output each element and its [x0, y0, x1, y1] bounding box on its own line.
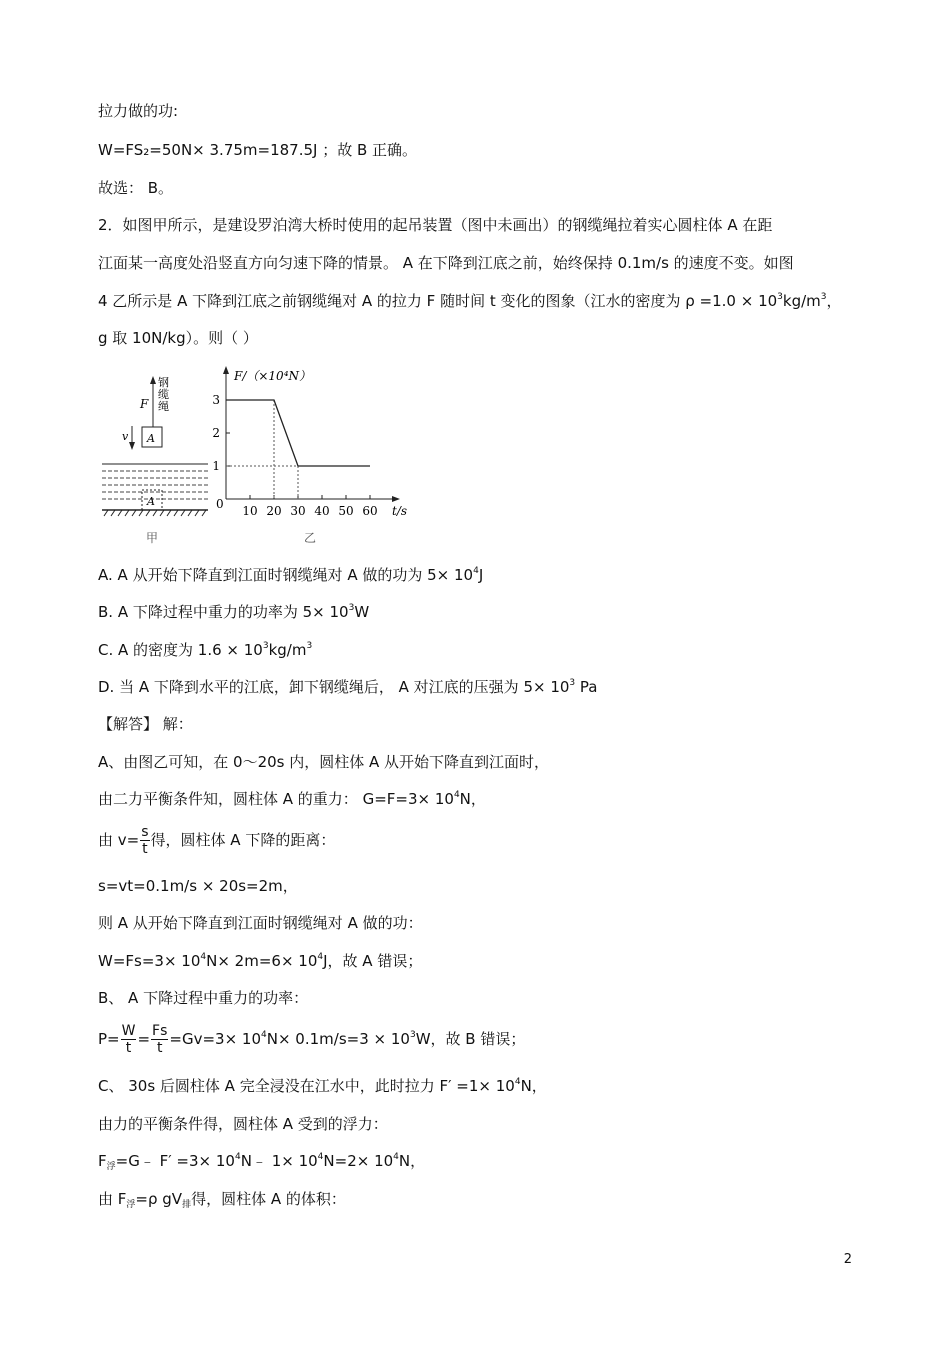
text-span: B. A 下降过程中重力的功率为 5× 10 — [98, 603, 349, 621]
option-a — [98, 565, 483, 588]
text-line — [98, 789, 486, 812]
text-span: kg/m — [268, 641, 307, 659]
text-span: =Gv=3× 10 — [169, 1030, 262, 1048]
y-axis-label: F/（×10⁴N） — [234, 369, 312, 383]
superscript: 3 — [409, 1030, 416, 1040]
velocity-arrowhead — [129, 442, 135, 450]
question-2-line-1: 2．如图甲所示，是建设罗泊湾大桥时使用的起吊装置（图中未画出）的钢缆绳拉着实心圆柱体 A 在距 — [98, 216, 773, 234]
fraction — [151, 1023, 168, 1056]
text-span: N， — [520, 1077, 547, 1095]
denominator: t — [156, 1040, 163, 1056]
text-span: W — [354, 603, 370, 621]
text-span: =ρ gV — [135, 1190, 183, 1208]
text-line: W=FS₂=50N× 3.75m=187.5J ；故 B 正确。 — [98, 141, 418, 159]
question-2-line-3 — [98, 291, 842, 314]
velocity-label: v — [122, 430, 129, 443]
page-number: 2 — [843, 1252, 852, 1267]
text-span: 由 F — [98, 1190, 127, 1208]
text-span: N， — [459, 790, 486, 808]
text-span: 由 v= — [98, 831, 140, 849]
superscript: 4 — [200, 952, 207, 962]
numerator: Fs — [152, 1023, 168, 1039]
text-span: = — [137, 1030, 151, 1048]
text-line: s=vt=0.1m/s × 20s=2m， — [98, 877, 298, 895]
x-tick-label: 50 — [338, 504, 354, 518]
superscript: 3 — [348, 603, 355, 613]
text-span: N=2× 10 — [323, 1152, 394, 1170]
text-span: 得，圆柱体 A 的体积： — [191, 1190, 346, 1208]
question-2-line-4: g 取 10N/kg）。则（ ） — [98, 329, 258, 347]
text-span: P= — [98, 1030, 120, 1048]
text-line — [98, 951, 422, 974]
superscript: 3 — [820, 292, 827, 302]
block-a-bottom-label: A — [147, 495, 155, 508]
superscript: 3 — [777, 292, 783, 302]
text-line — [98, 824, 335, 857]
figure — [96, 362, 426, 548]
x-tick-label: 20 — [266, 504, 282, 518]
jia-label: 甲 — [146, 531, 159, 545]
text-line: 则 A 从开始下降直到江面时钢缆绳对 A 做的功： — [98, 914, 423, 932]
superscript: 4 — [234, 1152, 241, 1162]
block-a-label: A — [147, 432, 155, 445]
rope-label: 钢缆绳 — [158, 376, 169, 413]
text-span: kg/m — [782, 292, 821, 310]
text-span: J，故 A 错误； — [323, 952, 423, 970]
text-span: D. 当 A 下降到水平的江底，卸下钢缆绳后， A 对江底的压强为 5× 10 — [98, 678, 570, 696]
denominator: t — [125, 1040, 132, 1056]
riverbed-hatching — [104, 510, 206, 516]
y-tick-label: 1 — [212, 459, 220, 473]
text-span: N， — [398, 1152, 426, 1170]
yi-label: 乙 — [304, 531, 317, 545]
x-tick-label: 40 — [314, 504, 330, 518]
text-span: Pa — [575, 678, 598, 696]
text-span: C、 30s 后圆柱体 A 完全浸没在江水中，此时拉力 F′ =1× 10 — [98, 1077, 515, 1095]
text-span: A. A 从开始下降直到江面时钢缆绳对 A 做的功为 5× 10 — [98, 566, 474, 584]
text-span: 得，圆柱体 A 下降的距离： — [150, 831, 336, 849]
fraction — [121, 1023, 137, 1056]
y-tick-label: 2 — [212, 426, 220, 440]
subscript: 排 — [182, 1200, 192, 1210]
superscript: 4 — [453, 790, 460, 800]
text-span: N× 0.1m/s=3 × 10 — [266, 1030, 410, 1048]
series-line — [226, 400, 370, 466]
text-span: ， — [826, 292, 842, 310]
text-line: B、 A 下降过程中重力的功率： — [98, 989, 309, 1007]
question-2-line-2: 江面某一高度处沿竖直方向匀速下降的情景。 A 在下降到江底之前，始终保持 0.1m/s 的速度不变。如图 — [98, 254, 794, 272]
superscript: 4 — [317, 1152, 324, 1162]
origin-label: 0 — [216, 497, 224, 511]
chart-yi — [212, 366, 407, 545]
superscript: 4 — [317, 952, 324, 962]
diagram-jia — [102, 375, 208, 545]
subscript: 浮 — [126, 1200, 136, 1210]
subscript: 浮 — [106, 1162, 116, 1172]
x-tick-label: 10 — [242, 504, 258, 518]
text-span: W=Fs=3× 10 — [98, 952, 201, 970]
x-tick-label: 30 — [290, 504, 306, 518]
answer-heading: 【解答】 解： — [98, 715, 193, 733]
text-span: 由二力平衡条件知，圆柱体 A 的重力： G=F=3× 10 — [98, 790, 454, 808]
force-label: F — [140, 397, 149, 411]
text-span: W，故 B 错误； — [415, 1030, 526, 1048]
superscript: 3 — [306, 641, 313, 651]
option-b — [98, 602, 369, 625]
text-span: N× 2m=6× 10 — [206, 952, 318, 970]
superscript: 4 — [473, 566, 479, 576]
text-line: 故选： B。 — [98, 179, 174, 197]
superscript: 4 — [393, 1152, 399, 1162]
text-line — [98, 1022, 525, 1059]
text-span: =G﹣ F′ =3× 10 — [115, 1152, 235, 1170]
x-tick-label: 60 — [362, 504, 378, 518]
denominator: t — [142, 841, 148, 857]
text-span: 4 乙所示是 A 下降到江底之前钢缆绳对 A 的拉力 F 随时间 t 变化的图象（江水的密度为 ρ =1.0 × 10 — [98, 292, 778, 310]
superscript: 3 — [569, 678, 576, 688]
text-line — [98, 1189, 346, 1212]
x-axis-label: t/s — [392, 504, 408, 518]
text-line: 拉力做的功: — [98, 102, 179, 120]
numerator: W — [121, 1023, 136, 1039]
text-line — [98, 1151, 425, 1174]
text-line — [98, 1076, 547, 1099]
option-c — [98, 640, 312, 663]
rope-arrowhead — [150, 376, 156, 384]
fraction — [140, 824, 149, 857]
text-span: N﹣ 1× 10 — [240, 1152, 318, 1170]
superscript: 3 — [262, 641, 269, 651]
numerator: s — [141, 824, 149, 840]
y-axis-arrowhead — [223, 366, 229, 374]
text-span: J — [478, 566, 484, 584]
y-tick-label: 3 — [212, 393, 220, 407]
superscript: 4 — [514, 1077, 521, 1087]
superscript: 4 — [261, 1030, 267, 1040]
option-d — [98, 677, 598, 700]
text-line: A、由图乙可知，在 0～20s 内，圆柱体 A 从开始下降直到江面时， — [98, 753, 550, 771]
text-line: 由力的平衡条件得，圆柱体 A 受到的浮力： — [98, 1115, 388, 1133]
text-span: F — [98, 1152, 107, 1170]
x-axis-arrowhead — [392, 496, 400, 502]
text-span: C. A 的密度为 1.6 × 10 — [98, 641, 263, 659]
